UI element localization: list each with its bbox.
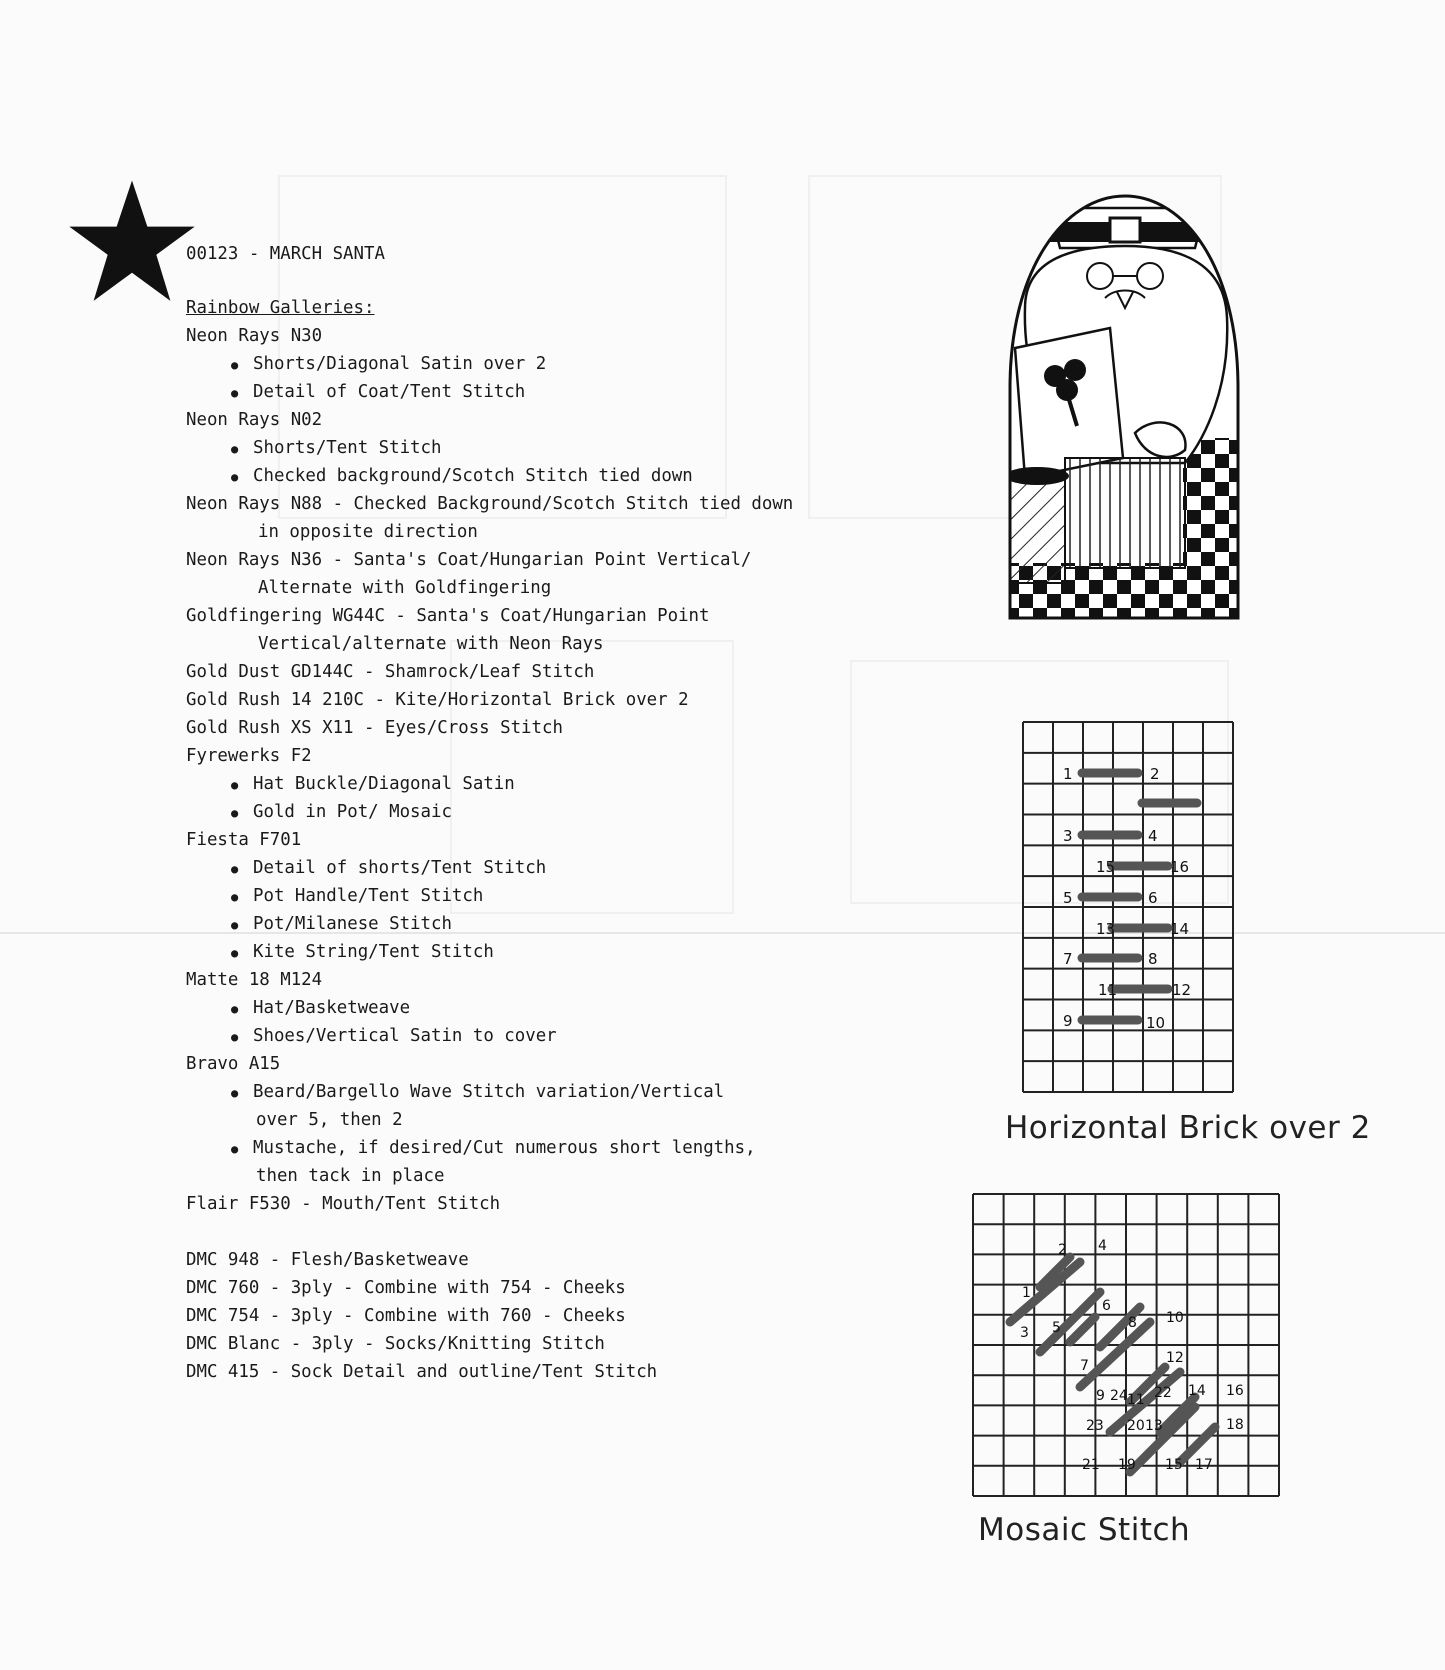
line-continuation: then tack in place (256, 1166, 445, 1186)
stitch-bullet: ● Detail of shorts/Tent Stitch (186, 854, 793, 882)
line-continuation: in opposite direction (258, 522, 478, 542)
brick-caption: Horizontal Brick over 2 (1005, 1110, 1371, 1146)
stitch-number: 24 (1110, 1388, 1128, 1404)
thread-line: Neon Rays N88 - Checked Background/Scotch Stitch tied down (186, 494, 794, 514)
stitch-number: 10 (1146, 1014, 1166, 1032)
thread-line: Gold Rush XS X11 - Eyes/Cross Stitch (186, 718, 563, 738)
stitch-number: 3 (1020, 1325, 1029, 1341)
thread-line: Neon Rays N02 (186, 410, 323, 430)
stitch-bullet: ● Shorts/Tent Stitch (186, 434, 793, 462)
line-continuation: Vertical/alternate with Neon Rays (258, 634, 604, 654)
stitch-number: 22 (1154, 1385, 1172, 1401)
stitch-number: 18 (1226, 1417, 1244, 1433)
stitch-bullet: ● Pot/Milanese Stitch (186, 910, 793, 938)
stitch-number: 2 (1150, 765, 1160, 783)
line-continuation: Alternate with Goldfingering (258, 578, 552, 598)
stitch-bullet: ● Kite String/Tent Stitch (186, 938, 793, 966)
mosaic-stitches (1010, 1257, 1215, 1472)
stitch-number: 13 (1096, 920, 1116, 938)
thread-line: Bravo A15 (186, 1054, 281, 1074)
stitch-number: 5 (1052, 1320, 1061, 1336)
stitch-number: 7 (1063, 950, 1073, 968)
stitch-bullet: ● Shoes/Vertical Satin to cover (186, 1022, 793, 1050)
thread-list-document (186, 240, 793, 1386)
thread-line: DMC 760 - 3ply - Combine with 754 - Cheeks (186, 1278, 626, 1298)
stitch-number: 3 (1063, 827, 1073, 845)
stitch-number: 20 (1127, 1418, 1145, 1434)
stitch-number: 19 (1118, 1457, 1136, 1473)
stitch-number: 8 (1148, 950, 1158, 968)
thread-line: Goldfingering WG44C - Santa's Coat/Hungarian Point (186, 606, 710, 626)
stitch-bullet: ● Hat/Basketweave (186, 994, 793, 1022)
stitch-bullet: ● Mustache, if desired/Cut numerous short lengths, (186, 1134, 793, 1162)
line-continuation: over 5, then 2 (256, 1110, 403, 1130)
stitch-number: 14 (1188, 1383, 1206, 1399)
stitch-number: 6 (1148, 889, 1158, 907)
stitch-number: 8 (1128, 1315, 1137, 1331)
stitch-mark (1010, 1262, 1080, 1322)
stitch-number: 10 (1166, 1310, 1184, 1326)
stitch-number: 5 (1063, 889, 1073, 907)
mosaic-stitch-diagram (970, 1192, 1282, 1500)
mosaic-caption: Mosaic Stitch (978, 1512, 1191, 1548)
stitch-bullet: ● Shorts/Diagonal Satin over 2 (186, 350, 793, 378)
thread-line: DMC 754 - 3ply - Combine with 760 - Cheeks (186, 1306, 626, 1326)
stitch-number: 12 (1166, 1350, 1184, 1366)
stitch-number: 4 (1148, 827, 1158, 845)
stitch-number: 7 (1080, 1358, 1089, 1374)
thread-line: Matte 18 M124 (186, 970, 323, 990)
supplier-heading: Rainbow Galleries: (186, 298, 375, 318)
stitch-number: 2 (1058, 1242, 1067, 1258)
thread-line: Neon Rays N36 - Santa's Coat/Hungarian Point Vertical/ (186, 550, 752, 570)
thread-line: Fiesta F701 (186, 830, 302, 850)
stitch-number: 17 (1195, 1457, 1213, 1473)
stitch-number: 9 (1096, 1388, 1105, 1404)
stitch-number: 23 (1086, 1418, 1104, 1434)
page-title: 00123 - MARCH SANTA (186, 244, 385, 264)
thread-line: DMC 415 - Sock Detail and outline/Tent Stitch (186, 1362, 658, 1382)
stitch-number: 14 (1170, 920, 1190, 938)
stitch-number: 15 (1165, 1457, 1183, 1473)
thread-line: Neon Rays N30 (186, 326, 323, 346)
thread-line: DMC 948 - Flesh/Basketweave (186, 1250, 469, 1270)
santa-illustration (1005, 188, 1245, 620)
stitch-number: 16 (1170, 858, 1190, 876)
thread-line: Gold Dust GD144C - Shamrock/Leaf Stitch (186, 662, 595, 682)
star-icon (68, 178, 196, 306)
stitch-bullet: ● Beard/Bargello Wave Stitch variation/Vertical (186, 1078, 793, 1106)
thread-line: Gold Rush 14 210C - Kite/Horizontal Brick over 2 (186, 690, 689, 710)
stitch-number: 11 (1098, 981, 1118, 999)
stitch-number: 15 (1096, 858, 1116, 876)
stitch-number: 11 (1127, 1392, 1145, 1408)
stitch-bullet: ● Detail of Coat/Tent Stitch (186, 378, 793, 406)
stitch-bullet: ● Pot Handle/Tent Stitch (186, 882, 793, 910)
stitch-bullet: ● Checked background/Scotch Stitch tied down (186, 462, 793, 490)
stitch-number: 12 (1172, 981, 1192, 999)
thread-line: Fyrewerks F2 (186, 746, 312, 766)
stitch-bullet: ● Gold in Pot/ Mosaic (186, 798, 793, 826)
stitch-number: 16 (1226, 1383, 1244, 1399)
thread-line: Flair F530 - Mouth/Tent Stitch (186, 1194, 501, 1214)
stitch-number: 13 (1145, 1418, 1163, 1434)
thread-line: DMC Blanc - 3ply - Socks/Knitting Stitch (186, 1334, 605, 1354)
thread-lines (186, 322, 793, 1386)
stitch-bullet: ● Hat Buckle/Diagonal Satin (186, 770, 793, 798)
stitch-number: 9 (1063, 1012, 1073, 1030)
stitch-number: 1 (1063, 765, 1073, 783)
brick-stitch-diagram (1020, 720, 1236, 1094)
stitch-number: 4 (1098, 1238, 1107, 1254)
stitch-number: 21 (1082, 1457, 1100, 1473)
line-continuation (186, 1218, 793, 1246)
stitch-number: 6 (1102, 1298, 1111, 1314)
stitch-number: 1 (1022, 1285, 1031, 1301)
